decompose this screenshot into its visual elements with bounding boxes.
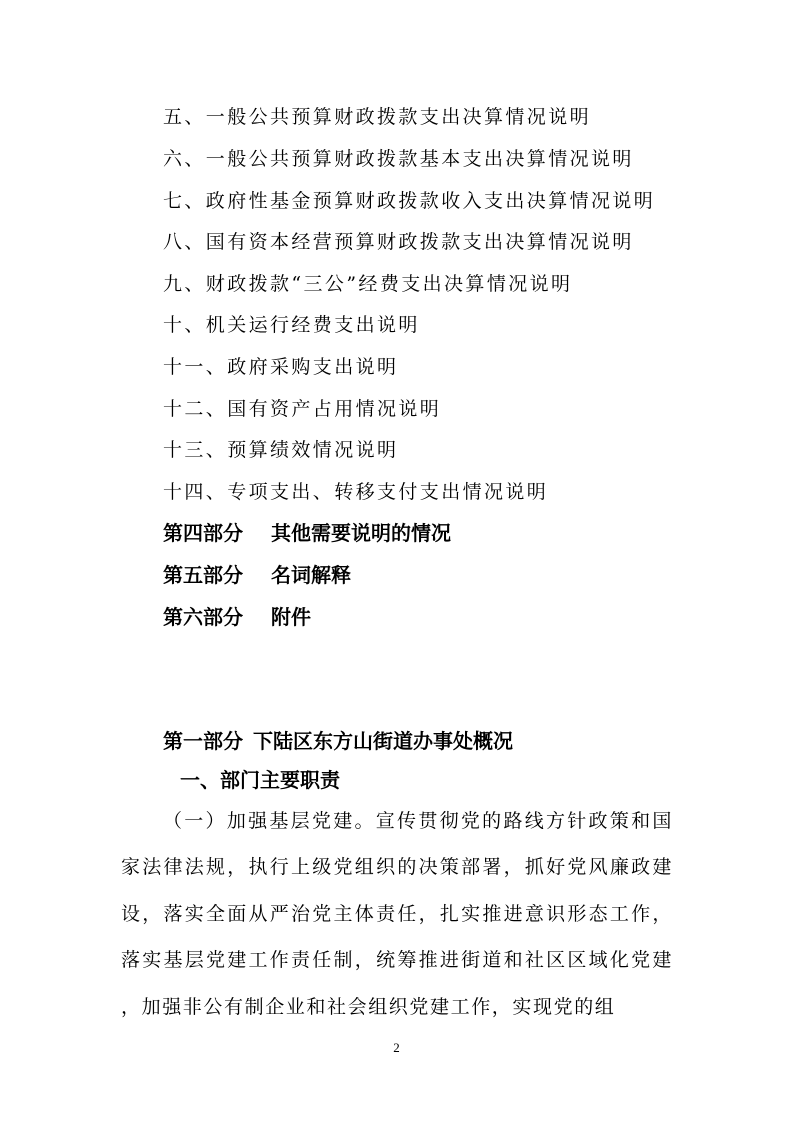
- toc-item: 八、国有资本经营预算财政拨款支出决算情况说明: [163, 231, 634, 253]
- toc-item: 十三、预算绩效情况说明: [163, 439, 399, 461]
- body-paragraph: （一）加强基层党建。宣传贯彻党的路线方针政策和国家法律法规，执行上级党组织的决策部署，抓好党风廉政建设，落实全面从严治党主体责任，扎实推进意识形态工作，落实基层党建工作责任制，统筹推进街道和社区区域化党建 ，加强非公有制企业和社会组织党建工作，实现党的组: [121, 810, 673, 1018]
- toc-item: 七、政府性基金预算财政拨款收入支出决算情况说明: [163, 190, 656, 212]
- toc-item: 十二、国有资产占用情况说明: [163, 398, 442, 420]
- toc-part-number: 第四部分: [163, 521, 243, 545]
- section-title: [163, 727, 513, 755]
- toc-part-title: 附件: [271, 605, 311, 629]
- section-number: 第一部分: [163, 729, 243, 753]
- toc-part: [163, 604, 311, 630]
- page-number: 2: [393, 1040, 400, 1055]
- toc-item: 九、财政拨款“三公”经费支出决算情况说明: [163, 273, 573, 295]
- section-heading: 下陆区东方山街道办事处概况: [253, 729, 513, 753]
- toc-part-number: 第五部分: [163, 563, 243, 587]
- toc-item: 六、一般公共预算财政拨款基本支出决算情况说明: [163, 148, 634, 170]
- toc-item: 十四、专项支出、转移支付支出情况说明: [163, 481, 549, 503]
- toc-item: 十一、政府采购支出说明: [163, 356, 399, 378]
- subsection-title: 一、部门主要职责: [180, 768, 340, 792]
- toc-part: [163, 562, 351, 588]
- toc-item: 五、一般公共预算财政拨款支出决算情况说明: [163, 106, 592, 128]
- toc-part-number: 第六部分: [163, 605, 243, 629]
- toc-part-title: 其他需要说明的情况: [271, 521, 451, 545]
- toc-item: 十、机关运行经费支出说明: [163, 314, 420, 336]
- toc-part-title: 名词解释: [271, 563, 351, 587]
- toc-part: [163, 520, 451, 546]
